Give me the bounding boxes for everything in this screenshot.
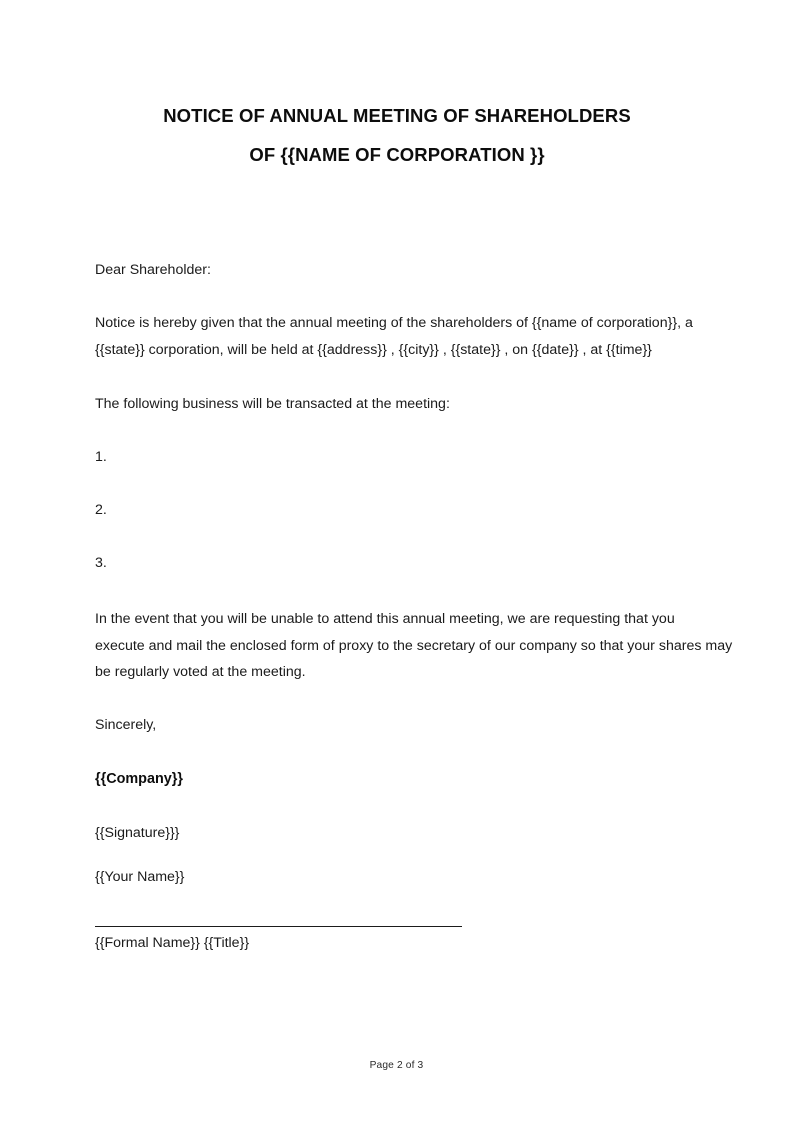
page-footer: Page 2 of 3 [369, 1060, 424, 1071]
business-list-item-3-marker: 3. [95, 555, 107, 571]
document-title [95, 96, 699, 174]
notice-paragraph [95, 310, 699, 363]
closing-text: Sincerely, [95, 717, 157, 733]
business-list-item-2-marker: 2. [95, 502, 107, 518]
proxy-paragraph-line-1: In the event that you will be unable to attend this annual meeting, we are requesting that you [95, 611, 675, 627]
company-placeholder: {{Company}} [95, 771, 183, 787]
business-list-item-2 [95, 497, 107, 524]
salutation-text: Dear Shareholder: [95, 262, 211, 278]
business-list-item-3 [95, 550, 107, 577]
proxy-paragraph [95, 606, 733, 686]
proxy-paragraph-line-3: be regularly voted at the meeting. [95, 664, 306, 680]
notice-paragraph-line-1: Notice is hereby given that the annual meeting of the shareholders of {{name of corporation}}, a [95, 315, 693, 331]
title-line-1: NOTICE OF ANNUAL MEETING OF SHAREHOLDERS [163, 105, 631, 126]
signature-rule [95, 926, 462, 927]
formal-name-title-placeholder: {{Formal Name}} {{Title}} [95, 935, 250, 951]
notice-paragraph-line-2: {{state}} corporation, will be held at {{address}} , {{city}} , {{state}} , on {{date}} , at {{time}} [95, 341, 652, 358]
signature-placeholder: {{Signature}}} [95, 825, 180, 841]
your-name-placeholder: {{Your Name}} [95, 869, 185, 885]
business-intro-text: The following business will be transacted at the meeting: [95, 396, 450, 412]
business-list-item-1 [95, 444, 107, 471]
business-list-item-1-marker: 1. [95, 449, 107, 465]
title-line-2: OF {{NAME OF CORPORATION }} [249, 144, 545, 165]
proxy-paragraph-line-2: execute and mail the enclosed form of proxy to the secretary of our company so that your shares may [95, 637, 733, 654]
